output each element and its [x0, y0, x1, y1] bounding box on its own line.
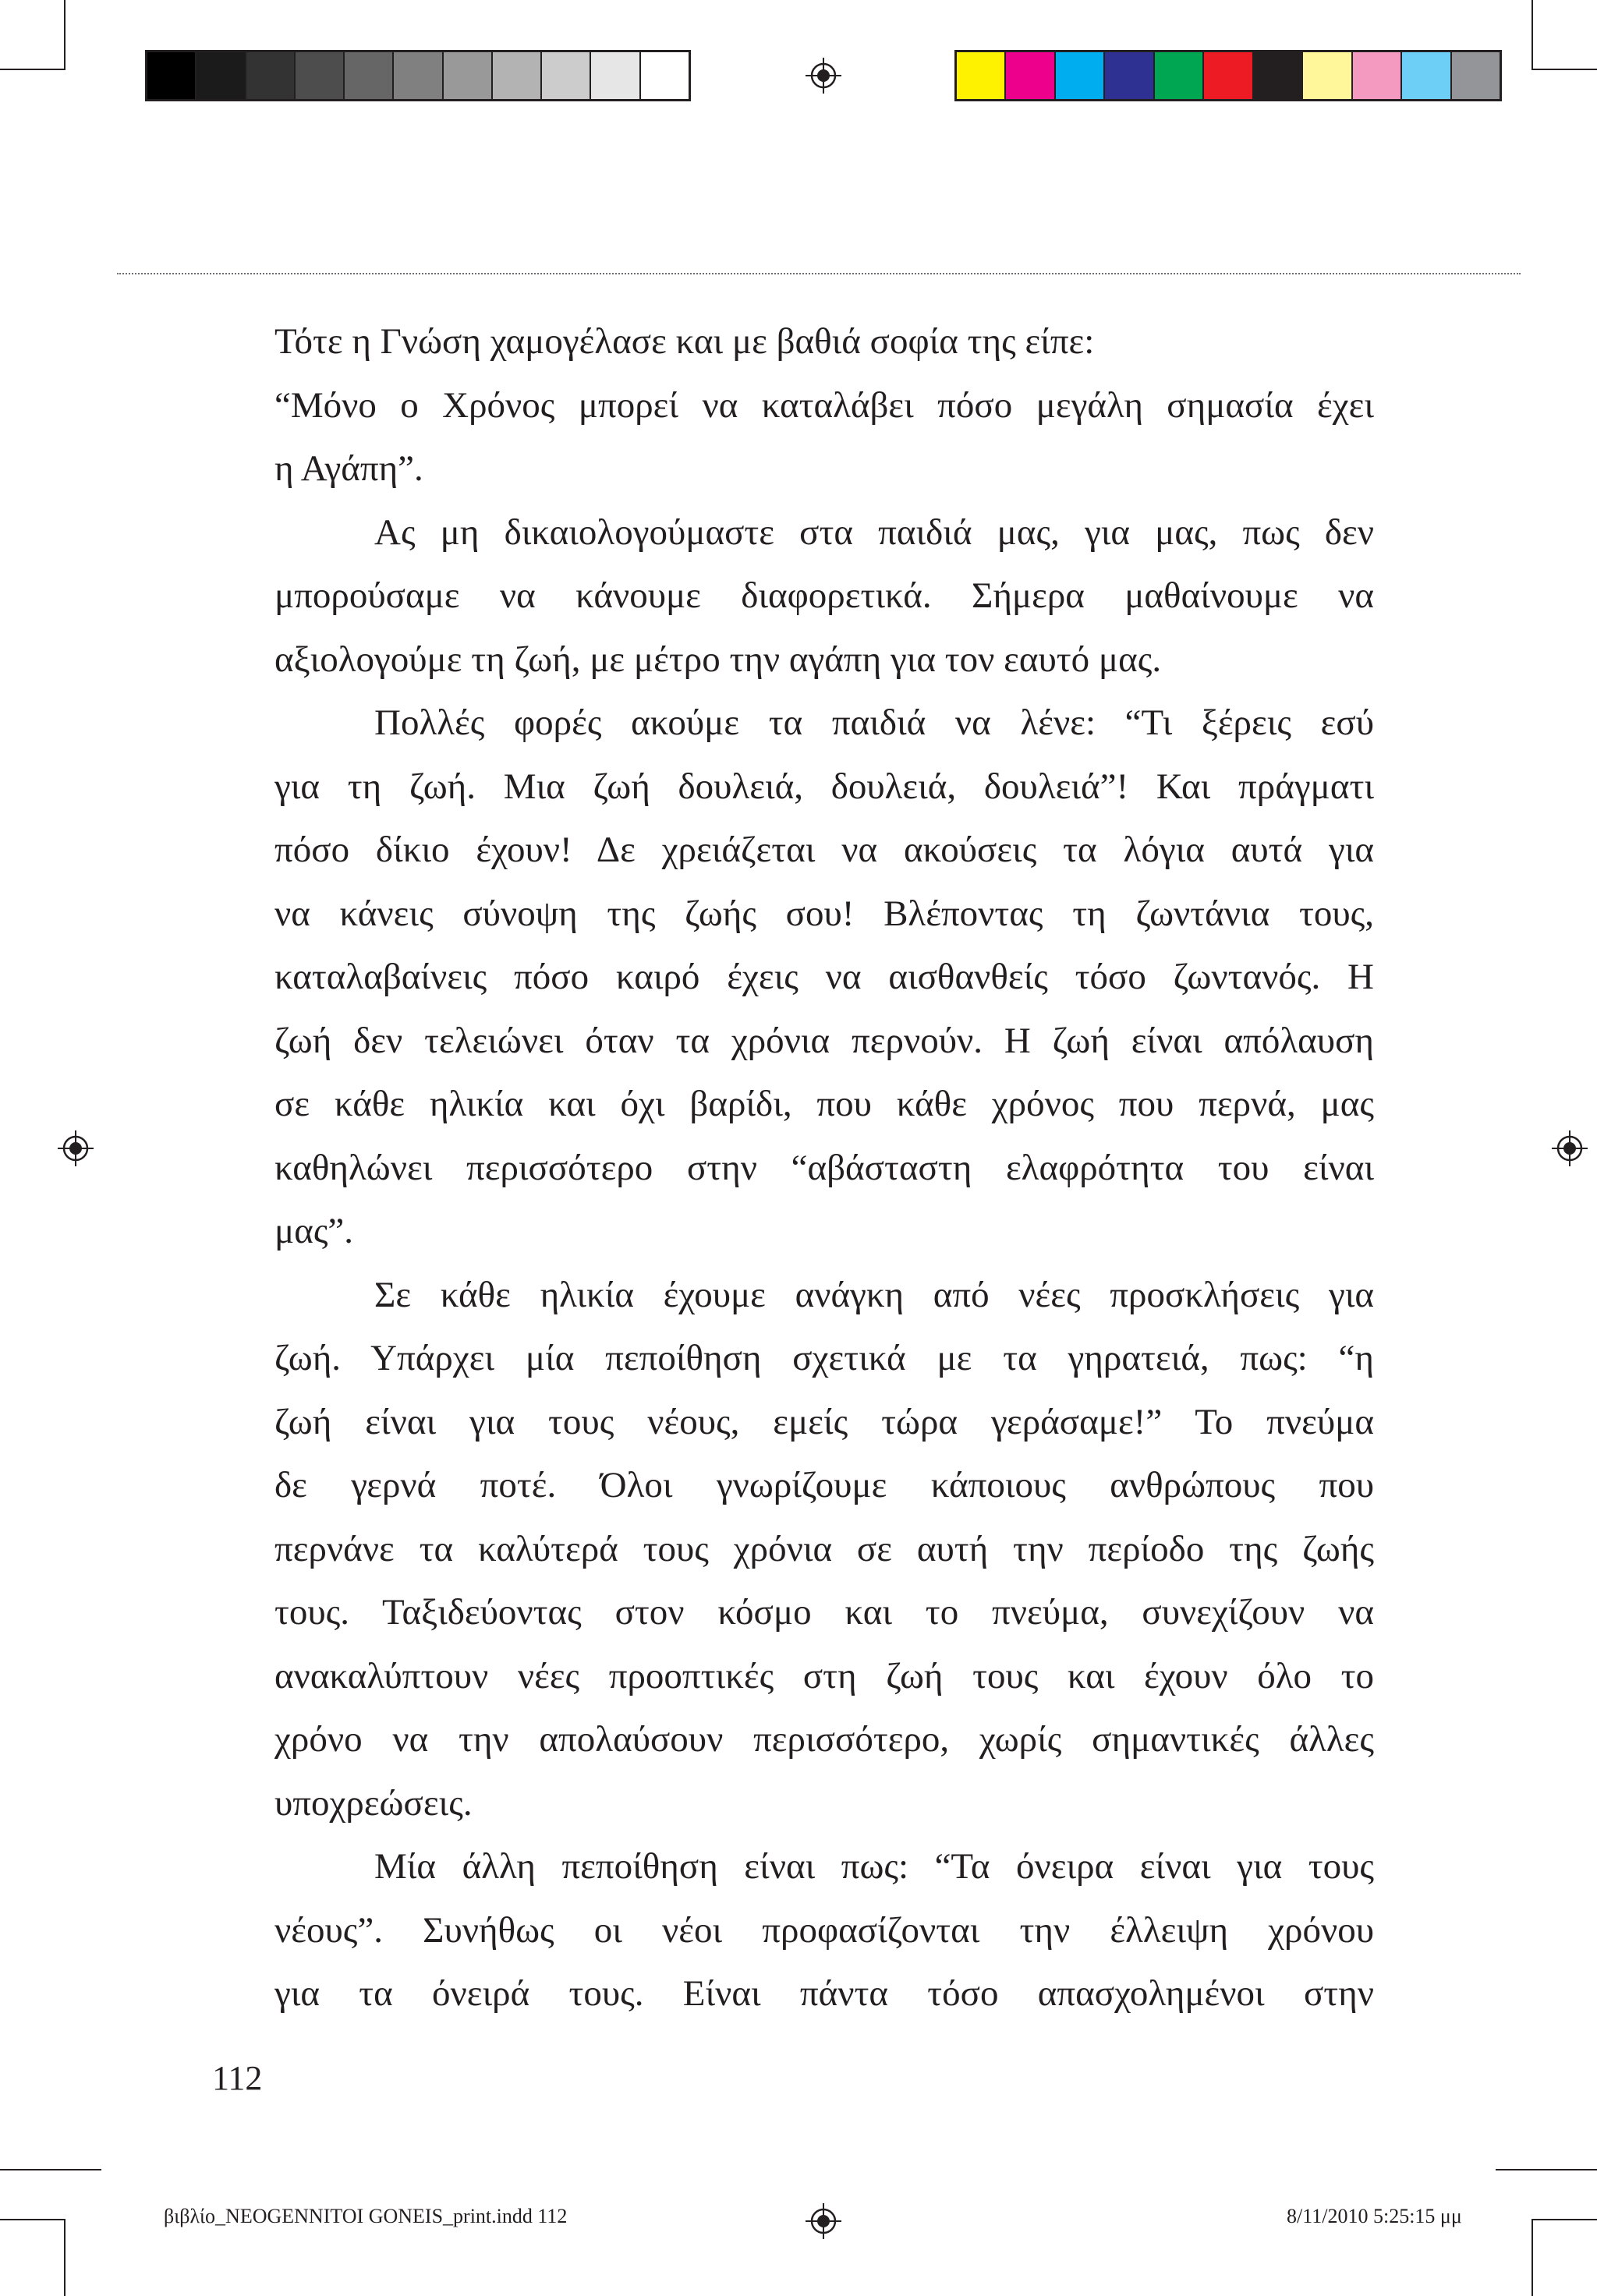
text-line: περνάνε τα καλύτερά τους χρόνια σε αυτή την περίοδο της ζωής	[274, 1528, 1374, 1569]
text-line: τους. Ταξιδεύοντας στον κόσμο και το πνεύμα, συνεχίζουν να	[274, 1592, 1374, 1633]
text-line: δε γερνά ποτέ. Όλοι γνωρίζουμε κάποιους ανθρώπους που	[274, 1465, 1374, 1505]
text-line: “Μόνο ο Χρόνος μπορεί να καταλάβει πόσο μεγάλη σημασία έχει	[274, 384, 1374, 426]
body-text	[274, 310, 1374, 2026]
text-line: Σε κάθε ηλικία έχουμε ανάγκη από νέες προσκλήσεις για	[374, 1274, 1374, 1315]
text-line: Ας μη δικαιολογούμαστε στα παιδιά μας, για μας, πως δεν	[374, 511, 1374, 553]
text-line: Πολλές φορές ακούμε τα παιδιά να λένε: “Τι ξέρεις εσύ	[374, 702, 1374, 743]
text-line: Μία άλλη πεποίθηση είναι πως: “Τα όνειρα είναι για τους	[374, 1846, 1374, 1887]
color-swatch	[195, 52, 244, 99]
color-swatch	[392, 52, 441, 99]
text-line: υποχρεώσεις.	[274, 1782, 473, 1824]
crop-mark	[1531, 0, 1533, 70]
crop-mark	[1533, 2219, 1597, 2220]
text-line: Τότε η Γνώση χαμογέλασε και με βαθιά σοφία της είπε:	[274, 321, 1095, 362]
color-swatch	[1301, 52, 1351, 99]
color-swatch	[1054, 52, 1103, 99]
text-line: καταλαβαίνεις πόσο καιρό έχεις να αισθανθείς τόσο ζωντανός. Η	[274, 957, 1374, 997]
text-line: σε κάθε ηλικία και όχι βαρίδι, που κάθε χρόνος που περνά, μας	[274, 1084, 1374, 1124]
registration-mark-icon	[806, 2203, 841, 2239]
text-line: μας”.	[274, 1211, 354, 1251]
slug-filename: βιβλίο_NEOGENNITOI GONEIS_print.indd 112	[164, 2205, 568, 2227]
color-swatch	[442, 52, 491, 99]
color-swatch	[590, 52, 639, 99]
text-line: νέους”. Συνήθως οι νέοι προφασίζονται την έλλειψη χρόνου	[274, 1909, 1374, 1951]
text-line: να κάνεις σύνοψη της ζωής σου! Βλέποντας τη ζωντάνια τους,	[274, 893, 1374, 934]
color-swatch	[491, 52, 540, 99]
text-line: η Αγάπη”.	[274, 448, 423, 489]
color-swatch	[294, 52, 343, 99]
color-swatch	[540, 52, 590, 99]
crop-mark	[1533, 69, 1597, 70]
header-dotted-rule	[117, 273, 1521, 274]
text-line: για τα όνειρά τους. Είναι πάντα τόσο απασχολημένοι στην	[274, 1973, 1374, 2014]
color-swatch	[1400, 52, 1450, 99]
text-line: αξιολογούμε τη ζωή, με μέτρο την αγάπη για τον εαυτό μας.	[274, 639, 1162, 680]
process-color-bar	[954, 50, 1502, 101]
crop-mark	[0, 2219, 64, 2220]
registration-mark-icon	[1552, 1130, 1588, 1166]
crop-mark	[1496, 2169, 1597, 2170]
text-line: ανακαλύπτουν νέες προοπτικές στη ζωή τους και έχουν όλο το	[274, 1655, 1374, 1696]
registration-mark-icon	[806, 58, 841, 94]
registration-mark-icon	[58, 1130, 94, 1166]
slug-timestamp: 8/11/2010 5:25:15 μμ	[1287, 2205, 1462, 2227]
color-swatch	[1202, 52, 1252, 99]
crop-mark	[64, 2219, 66, 2296]
text-line: ζωή είναι για τους νέους, εμείς τώρα γεράσαμε!” Το πνεύμα	[274, 1401, 1374, 1442]
text-line: ζωή δεν τελειώνει όταν τα χρόνια περνούν. Η ζωή είναι απόλαυση	[274, 1020, 1374, 1061]
color-swatch	[245, 52, 294, 99]
color-swatch	[1351, 52, 1400, 99]
color-swatch	[343, 52, 392, 99]
text-line: μπορούσαμε να κάνουμε διαφορετικά. Σήμερα μαθαίνουμε να	[274, 575, 1374, 616]
color-swatch	[1004, 52, 1053, 99]
grayscale-color-bar	[145, 50, 691, 101]
color-swatch	[1252, 52, 1301, 99]
color-swatch	[639, 52, 689, 99]
text-line: καθηλώνει περισσότερο στην “αβάσταστη ελαφρότητα του είναι	[274, 1147, 1374, 1188]
crop-mark	[0, 69, 64, 70]
color-swatch	[1153, 52, 1202, 99]
crop-mark	[64, 0, 66, 70]
page-number: 112	[212, 2059, 263, 2097]
crop-mark	[1531, 2219, 1533, 2296]
color-swatch	[1450, 52, 1500, 99]
text-line: ζωή. Υπάρχει μία πεποίθηση σχετικά με τα γηρατειά, πως: “η	[274, 1338, 1374, 1378]
crop-mark	[0, 2169, 101, 2170]
color-swatch	[147, 52, 195, 99]
text-line: για τη ζωή. Μια ζωή δουλειά, δουλειά, δουλειά”! Και πράγματι	[274, 766, 1374, 807]
color-swatch	[1103, 52, 1153, 99]
text-line: χρόνο να την απολαύσουν περισσότερο, χωρίς σημαντικές άλλες	[274, 1719, 1374, 1760]
text-line: πόσο δίκιο έχουν! Δε χρειάζεται να ακούσεις τα λόγια αυτά για	[274, 830, 1374, 870]
color-swatch	[957, 52, 1004, 99]
